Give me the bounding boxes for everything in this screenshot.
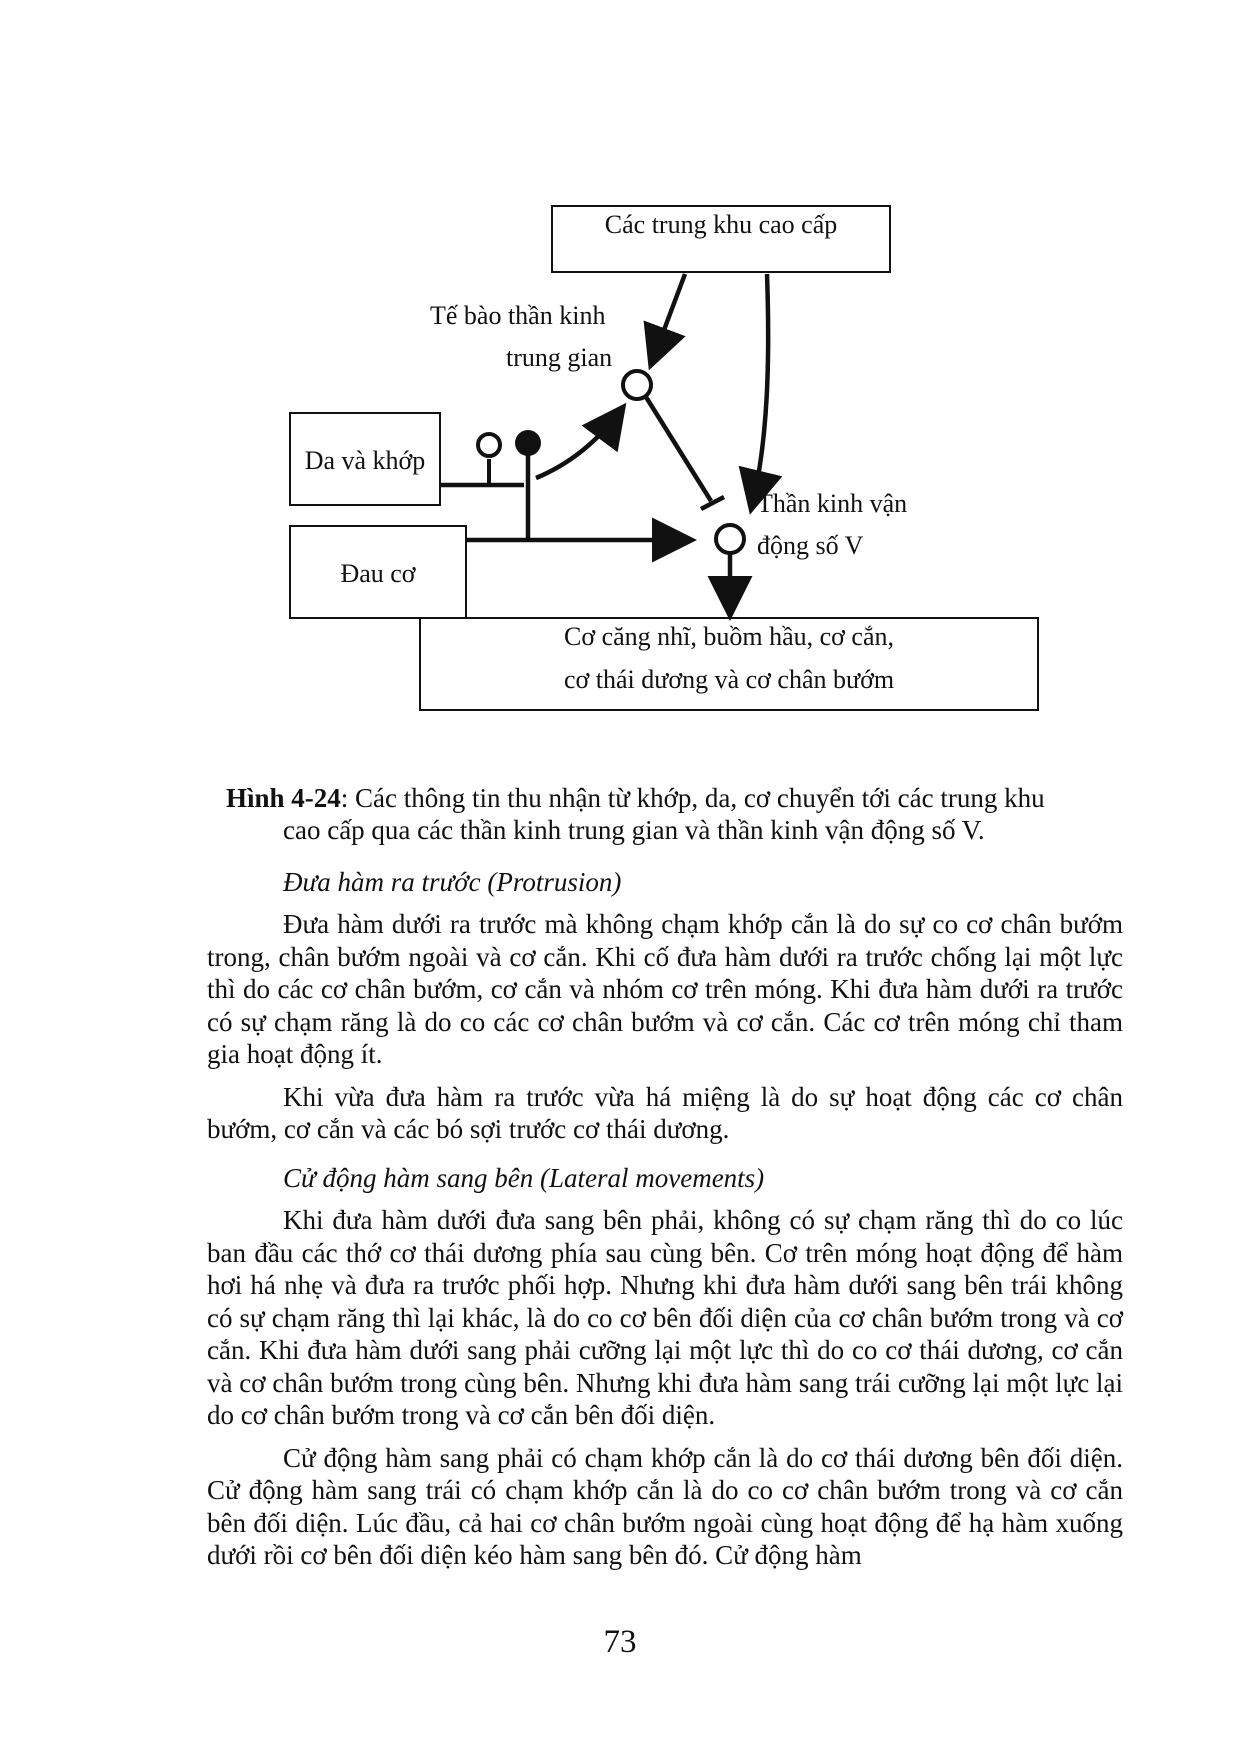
interneuron-to-motor-line: [646, 397, 711, 501]
section-heading-lateral: Cử động hàm sang bên (Lateral movements): [283, 1163, 765, 1193]
muscle-pain-label: Đau cơ: [340, 559, 416, 588]
arrow-centers-to-interneuron: [652, 274, 685, 362]
motor-nerve-label-1: Thần kinh vận: [757, 489, 908, 518]
motor-nerve-label-2: động số V: [757, 531, 864, 560]
section-body-protrusion: [207, 908, 1123, 1146]
paragraph: Khi vừa đưa hàm ra trước vừa há miệng là do sự hoạt động các cơ chân bướm, cơ cắn và các bó sợi trước cơ thái dương.: [207, 1081, 1123, 1144]
arrow-afferent-to-interneuron: [536, 410, 621, 478]
effector-muscles-line1: Cơ căng nhĩ, buồm hầu, cơ cắn,: [563, 622, 895, 651]
higher-centers-label: Các trung khu cao cấp: [604, 210, 838, 239]
paragraph: Khi đưa hàm dưới đưa sang bên phải, không có sự chạm răng thì do co lúc ban đầu các thớ cơ thái dương phía sau cùng bên. Cơ trên móng hoạt động để hàm hơi há nhẹ và đưa ra trước phối hợp. Nhưng khi đưa hàm dưới sang bên trái không có sự chạm răng thì lại khác, là do co cơ bên đối diện của cơ chân bướm trong và cơ cắn. Khi đưa hàm dưới sang phải cưỡng lại một lực thì do co cơ thái dương, cơ cắn và cơ chân bướm trong cùng bên. Nhưng khi đưa hàm sang trái cưỡng lại một lực lại do cơ chân bướm trong và cơ cắn bên đối diện.: [207, 1205, 1123, 1430]
page-number: 73: [603, 1624, 637, 1660]
figure-caption-second: cao cấp qua các thần kinh trung gian và thần kinh vận động số V.: [283, 815, 985, 845]
interneuron-label-2: trung gian: [506, 343, 613, 372]
filled-receptor-icon: [515, 430, 541, 456]
neural-pathway-diagram: [0, 0, 1240, 740]
paragraph: Đưa hàm dưới ra trước mà không chạm khớp cắn là do sự co cơ chân bướm trong, chân bướm ngoài và cơ cắn. Khi cố đưa hàm dưới ra trước chống lại một lực thì do các cơ chân bướm, cơ cắn và nhóm cơ trên móng. Khi đưa hàm dưới ra trước có sự chạm răng là do co các cơ chân bướm và cơ cắn. Các cơ trên móng chỉ tham gia hoạt động ít.: [207, 909, 1123, 1069]
motor-neuron-circle: [716, 525, 744, 553]
interneuron-label-1: Tế bào thần kinh: [430, 301, 606, 330]
figure-number: Hình 4-24: [226, 783, 341, 813]
section-heading-protrusion: Đưa hàm ra trước (Protrusion): [283, 867, 622, 897]
synapse-bar: [701, 497, 724, 509]
arrow-centers-to-motor: [752, 274, 768, 506]
section-body-lateral: [207, 1204, 1123, 1572]
open-receptor-icon: [478, 434, 500, 456]
skin-joint-label: Da và khớp: [304, 446, 426, 475]
figure-caption-first: : Các thông tin thu nhận từ khớp, da, cơ chuyển tới các trung khu: [340, 783, 1045, 813]
figure-caption: [226, 782, 1126, 846]
interneuron-circle: [623, 371, 651, 399]
paragraph: Cử động hàm sang phải có chạm khớp cắn là do cơ thái dương bên đối diện. Cử động hàm sang trái có chạm khớp cắn là do co cơ chân bướm trong và cơ cắn bên đối diện. Lúc đầu, cả hai cơ chân bướm ngoài cùng hoạt động để hạ hàm xuống dưới rồi cơ bên đối diện kéo hàm sang bên đó. Cử động hàm: [207, 1442, 1123, 1570]
effector-muscles-line2: cơ thái dương và cơ chân bướm: [563, 665, 895, 694]
